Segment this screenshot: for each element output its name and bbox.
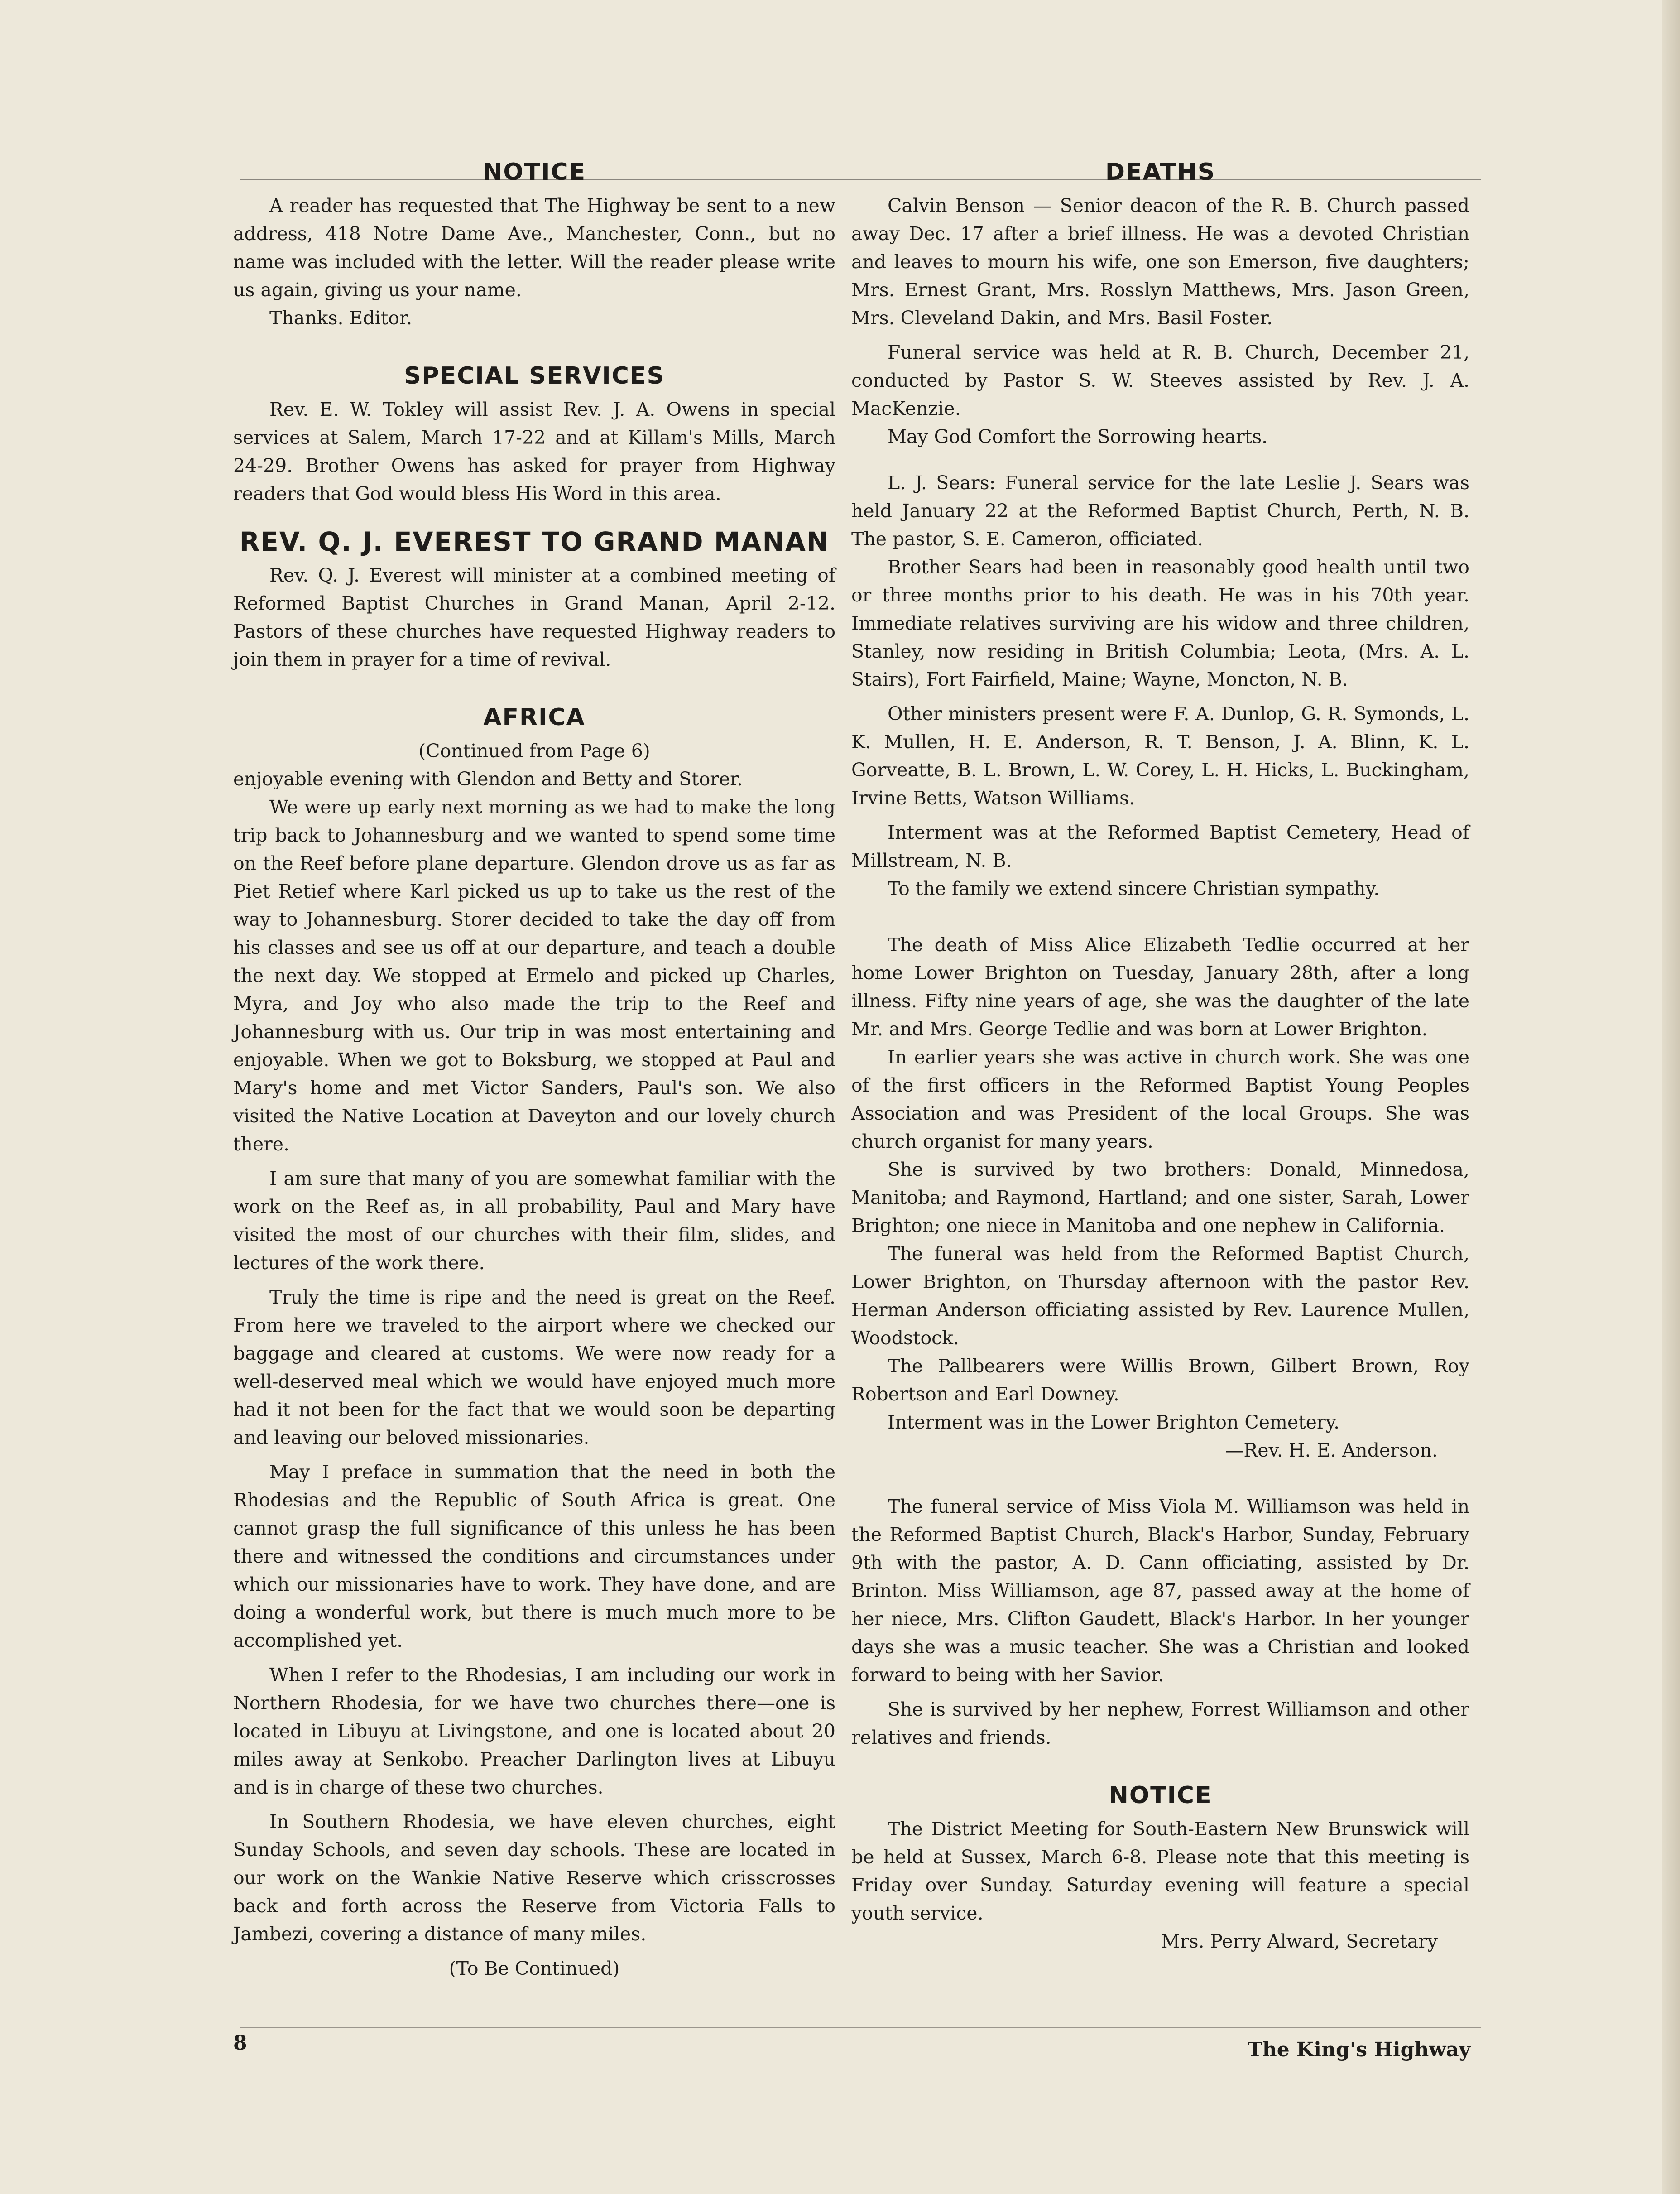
africa-paragraph: Truly the time is ripe and the need is great on the Reef. From here we traveled to the airport where we checked our baggage and cleared at customs. We were now ready for a well-deserved meal which we would have enjoyed much more had it not been for the fact that we would soon be departing and leaving our beloved missionaries. bbox=[233, 1286, 835, 1448]
williamson-paragraph: She is survived by her nephew, Forrest Williamson and other relatives and friends. bbox=[851, 1698, 1469, 1748]
sears-paragraph: L. J. Sears: Funeral service for the late Leslie J. Sears was held January 22 at the Reformed Baptist Church, Perth, N. B. The pastor, S. E. Cameron, officiated. bbox=[851, 472, 1469, 550]
deaths-heading: DEATHS bbox=[1105, 159, 1216, 186]
africa-paragraph: We were up early next morning as we had to make the long trip back to Johannesburg and we wanted to spend some time on the Reef before plane departure. Glendon drove us as far as Piet Retief where Karl picked us up to take us the rest of the way to Johannesburg. Storer decided to take the day off from his classes and see us off at our departure, and teach a double the next day. We stopped at Ermelo and picked up Charles, Myra, and Joy who also made the trip to the Reef and Johannesburg with us. Our trip in was most entertaining and enjoyable. When we got to Boksburg, we stopped at Paul and Mary's home and met Victor Sanders, Paul's son. We also visited the Native Location at Daveyton and our lovely church there. bbox=[233, 796, 835, 1155]
notice-signoff: Thanks. Editor. bbox=[269, 307, 413, 329]
everest-heading: REV. Q. J. EVEREST TO GRAND MANAN bbox=[239, 526, 830, 557]
publication-title: The King's Highway bbox=[1248, 2038, 1471, 2061]
africa-paragraph: May I preface in summation that the need in both the Rhodesias and the Republic of South Africa is great. One cannot grasp the full significance of this unless he has been there and witnessed the conditions and circumstances under which our missionaries have to work. They have done, and are doing a wonderful work, but there is much much more to be accomplished yet. bbox=[233, 1461, 835, 1651]
benson-paragraph: May God Comfort the Sorrowing hearts. bbox=[888, 426, 1268, 447]
africa-paragraph: In Southern Rhodesia, we have eleven churches, eight Sunday Schools, and seven day schools. These are located in our work on the Wankie Native Reserve which crisscrosses back and forth across the Reserve from Victoria Falls to Jambezi, covering a distance of many miles. bbox=[233, 1811, 835, 1945]
right-column bbox=[851, 156, 1469, 1955]
tedlie-paragraph: The Pallbearers were Willis Brown, Gilbert Brown, Roy Robertson and Earl Downey. bbox=[851, 1355, 1469, 1405]
left-column bbox=[233, 156, 835, 1982]
special-services-paragraph: Rev. E. W. Tokley will assist Rev. J. A. Owens in special services at Salem, March 17-22 and at Killam's Mills, March 24-29. Brother Owens has asked for prayer from Highway readers that God would bless His Word in this area. bbox=[233, 399, 835, 505]
africa-first-line: enjoyable evening with Glendon and Betty and Storer. bbox=[233, 768, 743, 790]
benson-paragraph: Calvin Benson — Senior deacon of the R. B. Church passed away Dec. 17 after a brief illness. He was a devoted Christian and leaves to mourn his wife, one son Emerson, five daughters; Mrs. Ernest Grant, Mrs. Rosslyn Matthews, Mrs. Jason Green, Mrs. Cleveland Dakin, and Mrs. Basil Foster. bbox=[851, 195, 1469, 329]
footer-rule bbox=[240, 2027, 1481, 2028]
tedlie-paragraph: Interment was in the Lower Brighton Cemetery. bbox=[888, 1411, 1340, 1433]
sears-paragraph: To the family we extend sincere Christian sympathy. bbox=[888, 878, 1380, 900]
sears-paragraph: Interment was at the Reformed Baptist Cemetery, Head of Millstream, N. B. bbox=[851, 822, 1469, 871]
africa-heading: AFRICA bbox=[483, 704, 586, 731]
africa-paragraph: I am sure that many of you are somewhat familiar with the work on the Reef as, in all probability, Paul and Mary have visited the most of our churches with their film, slides, and lectures of the work there. bbox=[233, 1168, 835, 1274]
africa-to-be-continued: (To Be Continued) bbox=[449, 1958, 620, 1979]
tedlie-signature: —Rev. H. E. Anderson. bbox=[1225, 1439, 1438, 1461]
notice-heading: NOTICE bbox=[482, 159, 586, 186]
williamson-paragraph: The funeral service of Miss Viola M. Williamson was held in the Reformed Baptist Church, Black's Harbor, Sunday, February 9th with the pastor, A. D. Cann officiating, assisted by Dr. Brinton. Miss Williamson, age 87, passed away at the home of her niece, Mrs. Clifton Gaudett, Black's Harbor. In her younger days she was a music teacher. She was a Christian and looked forward to being with her Savior. bbox=[851, 1496, 1469, 1686]
benson-paragraph: Funeral service was held at R. B. Church, December 21, conducted by Pastor S. W. Steeves assisted by Rev. J. A. MacKenzie. bbox=[851, 342, 1469, 419]
district-notice-paragraph: The District Meeting for South-Eastern New Brunswick will be held at Sussex, March 6-8. Please note that this meeting is Friday over Sunday. Saturday evening will feature a special youth service. bbox=[851, 1818, 1469, 1924]
africa-paragraph: When I refer to the Rhodesias, I am including our work in Northern Rhodesia, for we have two churches there—one is located in Libuyu at Livingstone, and one is located about 20 miles away at Senkobo. Preacher Darlington lives at Libuyu and is in charge of these two churches. bbox=[233, 1664, 835, 1798]
page-number: 8 bbox=[233, 2031, 247, 2054]
district-notice-signature: Mrs. Perry Alward, Secretary bbox=[1161, 1930, 1438, 1952]
sears-paragraph: Other ministers present were F. A. Dunlop, G. R. Symonds, L. K. Mullen, H. E. Anderson, R. T. Benson, J. A. Blinn, K. L. Gorveatte, B. L. Brown, L. W. Corey, L. H. Hicks, L. Buckingham, Irvine Betts, Watson Williams. bbox=[851, 703, 1469, 809]
special-services-heading: SPECIAL SERVICES bbox=[404, 362, 665, 390]
tedlie-paragraph: In earlier years she was active in church work. She was one of the first officers in the Reformed Baptist Young Peoples Association and was President of the local Groups. She was church organist for many years. bbox=[851, 1046, 1469, 1152]
sears-paragraph: Brother Sears had been in reasonably good health until two or three months prior to his death. He was in his 70th year. Immediate relatives surviving are his widow and three children, Stanley, now residing in British Columbia; Leota, (Mrs. A. L. Stairs), Fort Fairfield, Maine; Wayne, Moncton, N. B. bbox=[851, 556, 1469, 690]
tedlie-paragraph: The death of Miss Alice Elizabeth Tedlie occurred at her home Lower Brighton on Tuesday, January 28th, after a long illness. Fifty nine years of age, she was the daughter of the late Mr. and Mrs. George Tedlie and was born at Lower Brighton. bbox=[851, 934, 1469, 1040]
africa-continued-from: (Continued from Page 6) bbox=[418, 740, 650, 762]
notice-paragraph: A reader has requested that The Highway be sent to a new address, 418 Notre Dame Ave., Manchester, Conn., but no name was included with the letter. Will the reader please write us again, giving us your name. bbox=[233, 195, 835, 301]
tedlie-paragraph: The funeral was held from the Reformed Baptist Church, Lower Brighton, on Thursday afternoon with the pastor Rev. Herman Anderson officiating assisted by Rev. Laurence Mullen, Woodstock. bbox=[851, 1243, 1469, 1349]
everest-paragraph: Rev. Q. J. Everest will minister at a combined meeting of Reformed Baptist Churches in Grand Manan, April 2-12. Pastors of these churches have requested Highway readers to join them in prayer for a time of revival. bbox=[233, 564, 835, 670]
page-edge bbox=[1662, 0, 1680, 2194]
district-notice-heading: NOTICE bbox=[1109, 1782, 1212, 1809]
tedlie-paragraph: She is survived by two brothers: Donald, Minnedosa, Manitoba; and Raymond, Hartland; and one sister, Sarah, Lower Brighton; one niece in Manitoba and one nephew in California. bbox=[851, 1159, 1469, 1237]
